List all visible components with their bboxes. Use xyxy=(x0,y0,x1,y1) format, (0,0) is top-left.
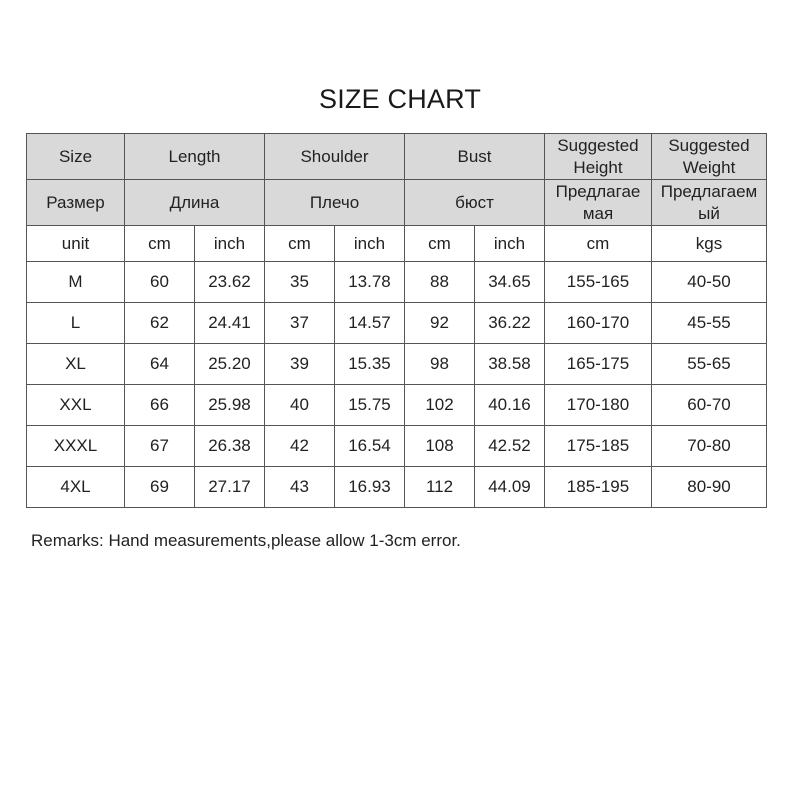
table-cell: 25.98 xyxy=(195,385,265,426)
size-cell: M xyxy=(27,262,125,303)
table-cell: 67 xyxy=(125,426,195,467)
table-cell: 40-50 xyxy=(652,262,767,303)
header-row-russian xyxy=(27,180,767,226)
unit-cell: unit xyxy=(27,226,125,262)
header-bust-ru: бюст xyxy=(405,180,545,226)
header-height-ru: Предлагае мая xyxy=(545,180,652,226)
table-cell: 175-185 xyxy=(545,426,652,467)
header-height: Suggested Height xyxy=(545,134,652,180)
table-cell: 25.20 xyxy=(195,344,265,385)
table-cell: 108 xyxy=(405,426,475,467)
header-shoulder: Shoulder xyxy=(265,134,405,180)
table-cell: 26.38 xyxy=(195,426,265,467)
table-cell: 62 xyxy=(125,303,195,344)
table-cell: 88 xyxy=(405,262,475,303)
table-cell: 14.57 xyxy=(335,303,405,344)
table-cell: 36.22 xyxy=(475,303,545,344)
header-size-ru: Размер xyxy=(27,180,125,226)
table-cell: 185-195 xyxy=(545,467,652,508)
header-weight-ru: Предлагаем ый xyxy=(652,180,767,226)
table-cell: 40.16 xyxy=(475,385,545,426)
unit-cell: inch xyxy=(195,226,265,262)
table-cell: 23.62 xyxy=(195,262,265,303)
table-cell: 35 xyxy=(265,262,335,303)
table-cell: 45-55 xyxy=(652,303,767,344)
table-cell: 55-65 xyxy=(652,344,767,385)
remarks-note: Remarks: Hand measurements,please allow 1-3cm error. xyxy=(31,531,461,550)
header-shoulder-ru: Плечо xyxy=(265,180,405,226)
table-cell: 15.75 xyxy=(335,385,405,426)
table-cell: 42 xyxy=(265,426,335,467)
unit-row xyxy=(27,226,767,262)
table-cell: 70-80 xyxy=(652,426,767,467)
size-cell: XXXL xyxy=(27,426,125,467)
table-cell: 13.78 xyxy=(335,262,405,303)
unit-cell: inch xyxy=(475,226,545,262)
table-cell: 37 xyxy=(265,303,335,344)
table-cell: 64 xyxy=(125,344,195,385)
header-length-ru: Длина xyxy=(125,180,265,226)
table-cell: 112 xyxy=(405,467,475,508)
size-cell: 4XL xyxy=(27,467,125,508)
table-row xyxy=(27,303,767,344)
header-length: Length xyxy=(125,134,265,180)
size-chart-table xyxy=(26,133,767,508)
unit-cell: cm xyxy=(265,226,335,262)
table-row xyxy=(27,467,767,508)
table-cell: 16.54 xyxy=(335,426,405,467)
table-cell: 80-90 xyxy=(652,467,767,508)
table-cell: 42.52 xyxy=(475,426,545,467)
size-cell: XXL xyxy=(27,385,125,426)
table-cell: 40 xyxy=(265,385,335,426)
table-cell: 16.93 xyxy=(335,467,405,508)
table-cell: 60-70 xyxy=(652,385,767,426)
unit-cell: kgs xyxy=(652,226,767,262)
table-cell: 160-170 xyxy=(545,303,652,344)
unit-cell: cm xyxy=(405,226,475,262)
header-weight: Suggested Weight xyxy=(652,134,767,180)
size-cell: L xyxy=(27,303,125,344)
table-cell: 98 xyxy=(405,344,475,385)
table-cell: 27.17 xyxy=(195,467,265,508)
table-cell: 15.35 xyxy=(335,344,405,385)
unit-cell: cm xyxy=(125,226,195,262)
table-row xyxy=(27,385,767,426)
table-cell: 38.58 xyxy=(475,344,545,385)
unit-cell: inch xyxy=(335,226,405,262)
table-cell: 165-175 xyxy=(545,344,652,385)
table-cell: 170-180 xyxy=(545,385,652,426)
table-row xyxy=(27,262,767,303)
table-cell: 39 xyxy=(265,344,335,385)
table-cell: 43 xyxy=(265,467,335,508)
page-title: SIZE CHART xyxy=(318,84,482,114)
unit-cell: cm xyxy=(545,226,652,262)
table-cell: 102 xyxy=(405,385,475,426)
table-cell: 34.65 xyxy=(475,262,545,303)
header-size: Size xyxy=(27,134,125,180)
table-cell: 69 xyxy=(125,467,195,508)
table-row xyxy=(27,426,767,467)
table-row xyxy=(27,344,767,385)
table-cell: 155-165 xyxy=(545,262,652,303)
header-bust: Bust xyxy=(405,134,545,180)
table-cell: 24.41 xyxy=(195,303,265,344)
header-row-english xyxy=(27,134,767,180)
table-cell: 92 xyxy=(405,303,475,344)
table-cell: 44.09 xyxy=(475,467,545,508)
table-cell: 60 xyxy=(125,262,195,303)
size-cell: XL xyxy=(27,344,125,385)
table-cell: 66 xyxy=(125,385,195,426)
